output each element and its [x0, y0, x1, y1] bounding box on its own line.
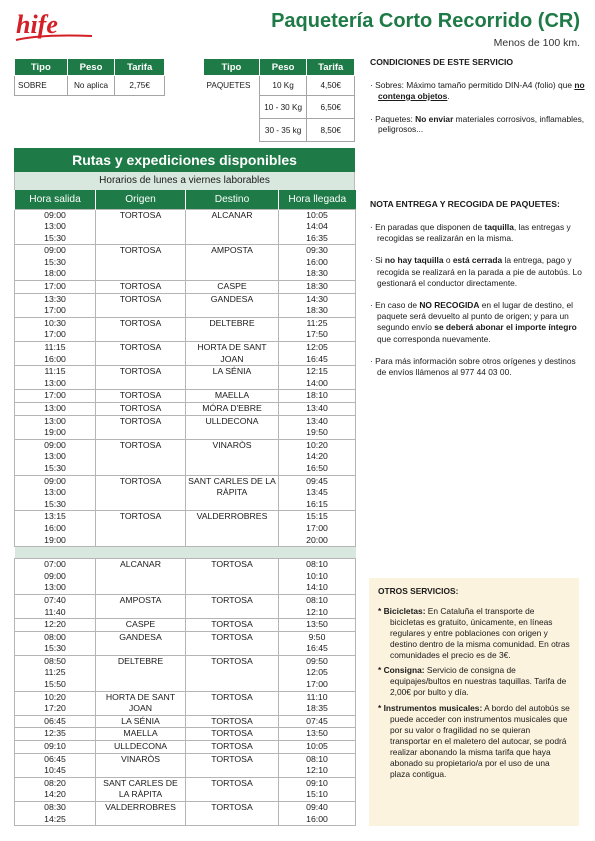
time-value: 18:30	[306, 305, 328, 316]
cell-hora-llegada	[279, 655, 356, 691]
time-value: 08:10	[306, 594, 328, 605]
cell-hora-llegada	[279, 342, 356, 366]
otros-consigna: * Consigna: Servicio de consigna de equipajes/bultos en nuestras taquillas. Tarifa de 2,00€ por bulto y día.	[378, 665, 567, 698]
cell-destino: MÓRA D'EBRE	[186, 403, 279, 416]
cell-destino: TORTOSA	[186, 753, 279, 777]
cell-origen: VALDERROBRES	[96, 802, 186, 826]
cell-hora-llegada	[279, 741, 356, 754]
time-value: 08:20	[44, 777, 66, 788]
otros-title: OTROS SERVICIOS:	[378, 586, 459, 596]
time-value: 09:00	[44, 570, 66, 581]
table-row	[15, 741, 356, 754]
rutas-separator	[15, 547, 356, 559]
cell-origen: ULLDECONA	[96, 741, 186, 754]
cell-destino: GANDESA	[186, 293, 279, 317]
time-value: 14:00	[306, 377, 328, 388]
cell-tipo: PAQUETES	[204, 76, 260, 96]
cell-hora-llegada	[279, 209, 356, 245]
cell-hora-salida	[15, 317, 96, 341]
time-value: 16:00	[306, 256, 328, 267]
cell-hora-llegada	[279, 475, 356, 511]
table-row	[15, 777, 356, 801]
table-row	[15, 559, 356, 595]
time-value: 15:30	[44, 462, 66, 473]
cell-origen: TORTOSA	[96, 403, 186, 416]
time-value: 11:40	[44, 606, 66, 617]
time-value: 17:00	[44, 305, 66, 316]
cell-hora-llegada	[279, 594, 356, 618]
cell-hora-salida	[15, 655, 96, 691]
cell-destino: ALCANAR	[186, 209, 279, 245]
cell-origen: SANT CARLES DE LA RÀPITA	[96, 777, 186, 801]
table-row	[15, 403, 356, 416]
time-value: 13:00	[44, 377, 66, 388]
time-value: 18:30	[306, 281, 328, 292]
cell-hora-salida	[15, 753, 96, 777]
time-value: 13:00	[44, 403, 66, 413]
cell-destino: VALDERROBRES	[186, 511, 279, 547]
time-value: 13:45	[306, 487, 328, 498]
cell-destino: VINARÒS	[186, 439, 279, 475]
table-row	[15, 209, 356, 245]
nota-item: · Para más información sobre otros orígenes y destinos de envíos llámenos al 977 44 03 00.	[370, 355, 576, 378]
time-value: 13:00	[44, 221, 66, 232]
cell-peso: 30 - 35 kg	[259, 119, 307, 142]
time-value: 08:50	[44, 655, 66, 666]
table-row	[204, 76, 355, 96]
cell-hora-salida	[15, 619, 96, 632]
time-value: 18:30	[306, 268, 328, 279]
cell-origen: MAELLA	[96, 728, 186, 741]
otros-servicios-box	[369, 578, 579, 826]
time-value: 13:00	[44, 451, 66, 462]
cell-hora-llegada	[279, 439, 356, 475]
time-value: 06:45	[44, 753, 66, 764]
header-tarifa: Tarifa	[115, 59, 165, 76]
time-value: 13:00	[44, 415, 66, 426]
header-peso: Peso	[67, 59, 115, 76]
table-row	[15, 753, 356, 777]
cell-hora-salida	[15, 741, 96, 754]
condiciones-title: CONDICIONES DE ESTE SERVICIO	[370, 57, 514, 67]
header-hora-llegada: Hora llegada	[279, 190, 356, 209]
time-value: 15:30	[44, 232, 66, 243]
table-row	[15, 281, 356, 294]
cell-origen: TORTOSA	[96, 475, 186, 511]
table-row	[15, 715, 356, 728]
time-value: 16:00	[306, 813, 328, 824]
table-row	[204, 96, 355, 119]
time-value: 15:30	[44, 256, 66, 267]
cell-origen: TORTOSA	[96, 511, 186, 547]
table-row	[15, 475, 356, 511]
cell-destino: SANT CARLES DE LA RÀPITA	[186, 475, 279, 511]
time-value: 10:10	[306, 570, 328, 581]
table-row	[15, 619, 356, 632]
time-value: 13:50	[306, 728, 328, 739]
cell-origen: TORTOSA	[96, 209, 186, 245]
condicion-sobres: · Sobres: Máximo tamaño permitido DIN-A4 (folio) que no contenga objetos.	[370, 80, 585, 101]
cell-origen: VINARÒS	[96, 753, 186, 777]
tarifas-sobres-table	[14, 58, 165, 96]
cell-hora-salida	[15, 439, 96, 475]
time-value: 13:00	[44, 582, 66, 593]
time-value: 09:10	[306, 777, 328, 788]
time-value: 09:00	[44, 475, 66, 486]
cell-destino: CASPE	[186, 281, 279, 294]
tarifas-paquetes-table	[203, 58, 355, 142]
cell-origen: CASPE	[96, 619, 186, 632]
cell-hora-salida	[15, 475, 96, 511]
table-row	[15, 415, 356, 439]
time-value: 11:25	[44, 667, 66, 678]
time-value: 15:50	[44, 679, 66, 690]
time-value: 17:20	[44, 703, 66, 714]
time-value: 10:30	[44, 317, 66, 328]
table-row	[15, 293, 356, 317]
rutas-ida	[15, 209, 356, 547]
cell-origen: DELTEBRE	[96, 655, 186, 691]
time-value: 12:15	[306, 366, 328, 377]
cell-hora-salida	[15, 691, 96, 715]
table-row	[15, 342, 356, 366]
table-row	[15, 631, 356, 655]
time-value: 13:30	[44, 293, 66, 304]
cell-destino: TORTOSA	[186, 619, 279, 632]
time-value: 20:00	[306, 534, 328, 545]
cell-hora-salida	[15, 631, 96, 655]
cell-destino: HORTA DE SANT JOAN	[186, 342, 279, 366]
table-row	[15, 245, 356, 281]
table-row	[15, 390, 356, 403]
time-value: 14:04	[306, 221, 328, 232]
time-value: 10:05	[306, 741, 328, 752]
cell-hora-salida	[15, 511, 96, 547]
cell-hora-salida	[15, 715, 96, 728]
time-value: 07:45	[306, 715, 328, 726]
hife-logo	[12, 10, 98, 44]
otros-instrumentos: * Instrumentos musicales: A bordo del autobús se puede acceder con instrumentos musicales que por su valor o fragilidad no se quieran transportar en el maletero del autocar, se podrá realizar abonando la misma tarifa que haya abonado su propietario/a por el uso de una plaza contigua.	[378, 703, 570, 779]
table-row	[15, 511, 356, 547]
cell-origen: TORTOSA	[96, 317, 186, 341]
time-value: 16:45	[306, 643, 328, 654]
cell-destino: TORTOSA	[186, 777, 279, 801]
time-value: 17:00	[44, 281, 66, 292]
cell-origen: AMPOSTA	[96, 594, 186, 618]
time-value: 19:00	[44, 427, 66, 438]
cell-destino: TORTOSA	[186, 741, 279, 754]
cell-hora-llegada	[279, 366, 356, 390]
rutas-subtitle: Horarios de lunes a viernes laborables	[14, 172, 355, 190]
cell-hora-salida	[15, 559, 96, 595]
cell-hora-salida	[15, 594, 96, 618]
time-value: 09:50	[306, 655, 328, 666]
condicion-paquetes: · Paquetes: No enviar materiales corrosivos, inflamables, peligrosos...	[370, 113, 585, 135]
cell-hora-llegada	[279, 715, 356, 728]
nota-item: · En paradas que disponen de taquilla, las entregas y recogidas se realizarán en la misma.	[370, 222, 571, 244]
cell-hora-salida	[15, 415, 96, 439]
time-value: 17:00	[306, 679, 328, 690]
time-value: 08:00	[44, 631, 66, 642]
cell-hora-llegada	[279, 511, 356, 547]
time-value: 15:30	[44, 643, 66, 654]
cell-hora-llegada	[279, 390, 356, 403]
time-value: 17:00	[44, 390, 66, 401]
time-value: 10:45	[44, 765, 66, 776]
cell-origen: LA SÉNIA	[96, 715, 186, 728]
cell-hora-llegada	[279, 293, 356, 317]
time-value: 16:35	[306, 232, 328, 243]
cell-origen: TORTOSA	[96, 281, 186, 294]
time-value: 11:15	[44, 342, 66, 353]
table-row	[15, 594, 356, 618]
cell-tarifa: 4,50€	[307, 76, 355, 96]
time-value: 16:15	[306, 498, 328, 509]
cell-empty	[204, 96, 260, 119]
table-row	[15, 691, 356, 715]
cell-peso: No aplica	[67, 76, 115, 96]
cell-destino: TORTOSA	[186, 691, 279, 715]
cell-origen: GANDESA	[96, 631, 186, 655]
page-title: Paquetería Corto Recorrido (CR)	[271, 10, 580, 32]
cell-destino: MAELLA	[186, 390, 279, 403]
time-value: 16:45	[306, 353, 328, 364]
time-value: 11:15	[44, 366, 66, 377]
cell-peso: 10 - 30 Kg	[259, 96, 307, 119]
cell-destino: LA SÉNIA	[186, 366, 279, 390]
time-value: 16:00	[44, 353, 66, 364]
cell-hora-llegada	[279, 317, 356, 341]
time-value: 08:30	[44, 802, 66, 812]
cell-destino: TORTOSA	[186, 715, 279, 728]
nota-item: · En caso de NO RECOGIDA en el lugar de destino, el paquete será devuelto al punto de origen; y para un segundo envío se deberá abonar el importe íntegro que corresponda nuevamente.	[370, 300, 577, 344]
time-value: 16:50	[306, 462, 328, 473]
cell-empty	[204, 119, 260, 142]
cell-hora-salida	[15, 802, 96, 826]
rutas-section	[14, 148, 355, 826]
time-value: 10:05	[306, 209, 328, 220]
time-value: 13:40	[306, 415, 328, 426]
time-value: 12:05	[306, 667, 328, 678]
time-value: 06:45	[44, 715, 66, 726]
time-value: 08:10	[306, 559, 328, 570]
table-row	[15, 802, 356, 826]
cell-destino: DELTEBRE	[186, 317, 279, 341]
cell-origen: TORTOSA	[96, 439, 186, 475]
time-value: 17:00	[44, 329, 66, 340]
header-origen: Origen	[96, 190, 186, 209]
time-value: 12:35	[44, 728, 66, 739]
cell-hora-salida	[15, 403, 96, 416]
cell-hora-llegada	[279, 559, 356, 595]
cell-origen: TORTOSA	[96, 293, 186, 317]
nota-item: · Si no hay taquilla o está cerrada la entrega, pago y recogida se realizará en la parada a pie de autobús. Lo gestionará el conductor directamente.	[370, 255, 582, 288]
cell-tarifa: 2,75€	[115, 76, 165, 96]
cell-hora-salida	[15, 777, 96, 801]
time-value: 18:10	[306, 390, 328, 401]
cell-hora-salida	[15, 366, 96, 390]
table-row	[15, 655, 356, 691]
time-value: 18:35	[306, 703, 328, 714]
time-value: 09:00	[44, 209, 66, 220]
time-value: 07:00	[44, 559, 66, 570]
cell-destino: TORTOSA	[186, 728, 279, 741]
cell-hora-salida	[15, 390, 96, 403]
time-value: 12:10	[306, 606, 328, 617]
time-value: 11:25	[306, 317, 328, 328]
cell-hora-salida	[15, 293, 96, 317]
time-value: 11:10	[306, 691, 328, 702]
condiciones-list	[370, 80, 585, 147]
time-value: 19:00	[44, 534, 66, 545]
time-value: 09:00	[44, 439, 66, 450]
rutas-title: Rutas y expediciones disponibles	[14, 148, 355, 172]
table-row	[15, 317, 356, 341]
time-value: 9:50	[308, 631, 326, 642]
cell-hora-llegada	[279, 281, 356, 294]
cell-destino: TORTOSA	[186, 559, 279, 595]
cell-origen: TORTOSA	[96, 245, 186, 281]
cell-tarifa: 6,50€	[307, 96, 355, 119]
time-value: 16:00	[44, 522, 66, 533]
time-value: 19:50	[306, 427, 328, 438]
page-subtitle: Menos de 100 km.	[493, 37, 580, 49]
cell-hora-salida	[15, 245, 96, 281]
otros-bicicletas: * Bicicletas: En Cataluña el transporte de bicicletas es gratuito, únicamente, en líneas regulares y entre poblaciones con origen y destino dentro de la misma comunidad. En otras comunidades el precio es de 3€.	[378, 605, 570, 660]
time-value: 13:40	[306, 403, 328, 413]
time-value: 17:50	[306, 329, 328, 340]
cell-hora-llegada	[279, 691, 356, 715]
cell-origen: TORTOSA	[96, 366, 186, 390]
header-tarifa: Tarifa	[307, 59, 355, 76]
time-value: 14:20	[44, 789, 66, 800]
cell-destino: TORTOSA	[186, 594, 279, 618]
cell-hora-llegada	[279, 415, 356, 439]
time-value: 15:15	[306, 511, 328, 522]
logo-text: hife	[16, 10, 58, 39]
rutas-table	[14, 190, 356, 826]
cell-destino: ULLDECONA	[186, 415, 279, 439]
cell-tipo: SOBRE	[15, 76, 68, 96]
nota-list	[370, 222, 585, 389]
time-value: 13:50	[306, 619, 328, 630]
time-value: 08:10	[306, 753, 328, 764]
cell-destino: TORTOSA	[186, 655, 279, 691]
nota-title: NOTA ENTREGA Y RECOGIDA DE PAQUETES:	[370, 199, 560, 209]
cell-hora-llegada	[279, 403, 356, 416]
time-value: 12:10	[306, 765, 328, 776]
cell-hora-salida	[15, 728, 96, 741]
cell-hora-llegada	[279, 777, 356, 801]
cell-destino: AMPOSTA	[186, 245, 279, 281]
cell-origen: TORTOSA	[96, 415, 186, 439]
cell-destino: TORTOSA	[186, 802, 279, 826]
cell-origen: HORTA DE SANT JOAN	[96, 691, 186, 715]
table-row	[15, 728, 356, 741]
rutas-vuelta	[15, 559, 356, 826]
table-row	[15, 366, 356, 390]
time-value: 09:10	[44, 741, 66, 752]
time-value: 09:45	[306, 475, 328, 486]
time-value: 12:05	[306, 342, 328, 353]
time-value: 13:00	[44, 487, 66, 498]
time-value: 15:30	[44, 498, 66, 509]
time-value: 14:20	[306, 451, 328, 462]
cell-hora-llegada	[279, 631, 356, 655]
time-value: 13:15	[44, 511, 66, 522]
cell-destino: TORTOSA	[186, 631, 279, 655]
time-value: 18:00	[44, 268, 66, 279]
time-value: 17:00	[306, 522, 328, 533]
table-row	[15, 76, 165, 96]
cell-hora-llegada	[279, 728, 356, 741]
header-destino: Destino	[186, 190, 279, 209]
time-value: 10:20	[44, 691, 66, 702]
time-value: 07:40	[44, 594, 66, 605]
header-tipo: Tipo	[204, 59, 260, 76]
cell-hora-salida	[15, 342, 96, 366]
cell-hora-llegada	[279, 753, 356, 777]
cell-hora-llegada	[279, 619, 356, 632]
cell-hora-salida	[15, 281, 96, 294]
cell-hora-llegada	[279, 802, 356, 826]
table-row	[204, 119, 355, 142]
cell-peso: 10 Kg	[259, 76, 307, 96]
cell-hora-llegada	[279, 245, 356, 281]
time-value: 09:40	[306, 802, 328, 812]
header-hora-salida: Hora salida	[15, 190, 96, 209]
time-value: 14:30	[306, 293, 328, 304]
time-value: 09:30	[306, 245, 328, 256]
cell-tarifa: 8,50€	[307, 119, 355, 142]
time-value: 09:00	[44, 245, 66, 256]
time-value: 15:10	[306, 789, 328, 800]
cell-origen: TORTOSA	[96, 390, 186, 403]
cell-hora-salida	[15, 209, 96, 245]
time-value: 14:25	[44, 813, 66, 824]
cell-origen: ALCANAR	[96, 559, 186, 595]
time-value: 10:20	[306, 439, 328, 450]
header-peso: Peso	[259, 59, 307, 76]
table-row	[15, 439, 356, 475]
header-tipo: Tipo	[15, 59, 68, 76]
time-value: 14:10	[306, 582, 328, 593]
cell-origen: TORTOSA	[96, 342, 186, 366]
time-value: 12:20	[44, 619, 66, 630]
